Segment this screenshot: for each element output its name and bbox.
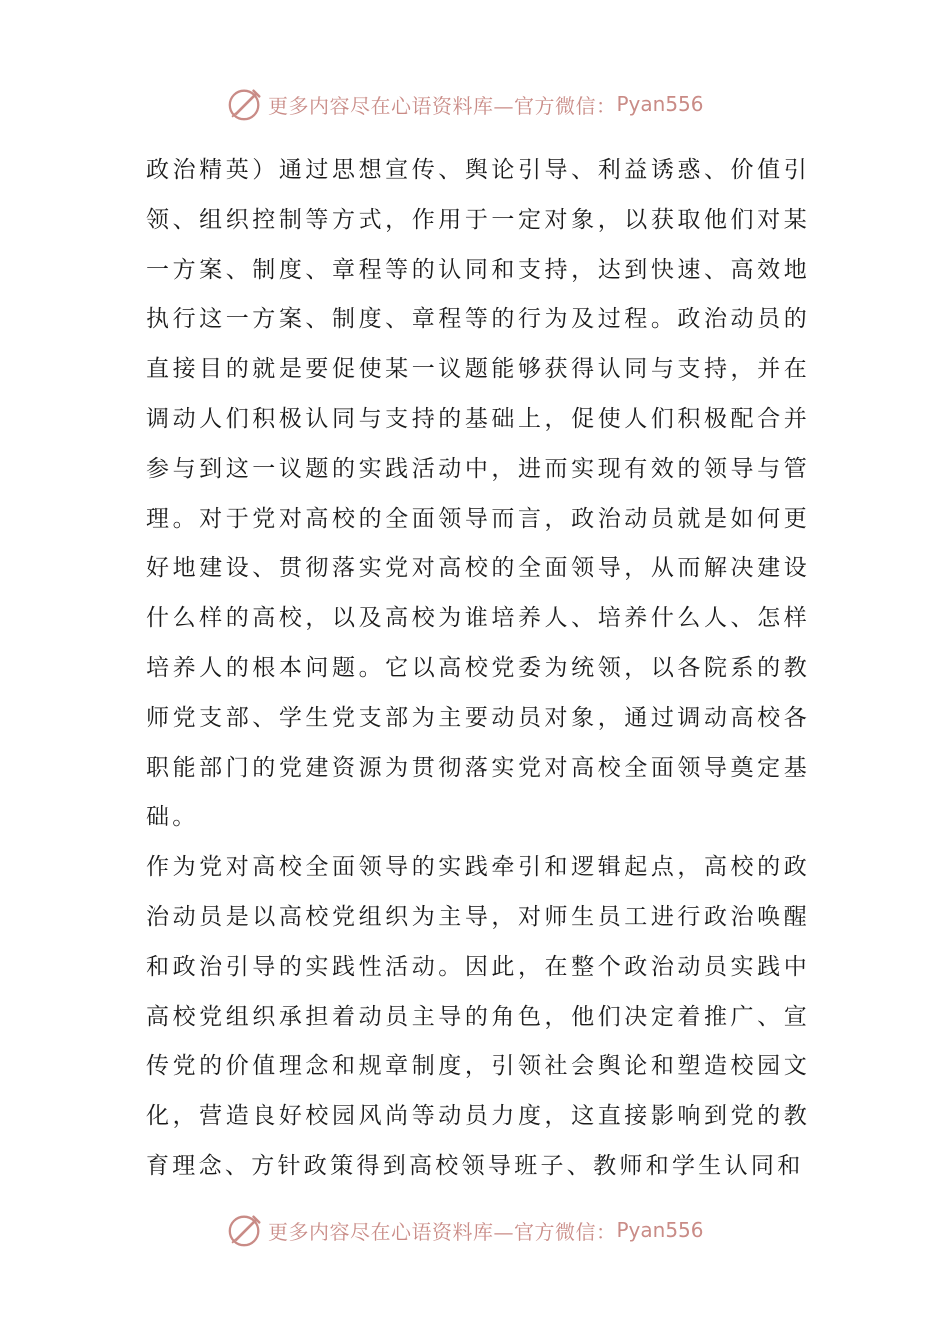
watermark-text: 更多内容尽在心语资料库—官方微信：: [268, 93, 617, 118]
paragraph: 政治精英）通过思想宣传、舆论引导、利益诱惑、价值引领、组织控制等方式，作用于一定对象，以获取他们对某一方案、制度、章程等的认同和支持，达到快速、高效地执行这一方案、制度、章程等的行为及过程。政治动员的直接目的就是要促使某一议题能够获得认同与支持，并在调动人们积极认同与支持的基础上，促使人们积极配合并参与到这一议题的实践活动中，进而实现有效的领导与管理。对于党对高校的全面领导而言，政治动员就是如何更好地建设、贯彻落实党对高校的全面领导，从而解决建设什么样的高校，以及高校为谁培养人、培养什么人、怎样培养人的根本问题。它以高校党委为统领，以各院系的教师党支部、学生党支部为主要动员对象，通过调动高校各职能部门的党建资源为贯彻落实党对高校全面领导奠定基础。: [146, 157, 810, 831]
watermark-wechat-id: Pyan556: [616, 1218, 704, 1242]
pen-logo-icon: [226, 1211, 264, 1249]
footer-watermark: [226, 1210, 746, 1250]
watermark-wechat-id: Pyan556: [616, 92, 704, 116]
header-watermark: [226, 84, 746, 124]
body-text: [146, 146, 810, 1192]
pen-logo-icon: [226, 85, 264, 123]
watermark-text: 更多内容尽在心语资料库—官方微信：: [268, 1219, 617, 1244]
paragraph: 作为党对高校全面领导的实践牵引和逻辑起点，高校的政治动员是以高校党组织为主导，对师生员工进行政治唤醒和政治引导的实践性活动。因此，在整个政治动员实践中高校党组织承担着动员主导的角色，他们决定着推广、宣传党的价值理念和规章制度，引领社会舆论和塑造校园文化，营造良好校园风尚等动员力度，这直接影响到党的教育理念、方针政策得到高校领导班子、教师和学生认同和: [146, 854, 810, 1179]
